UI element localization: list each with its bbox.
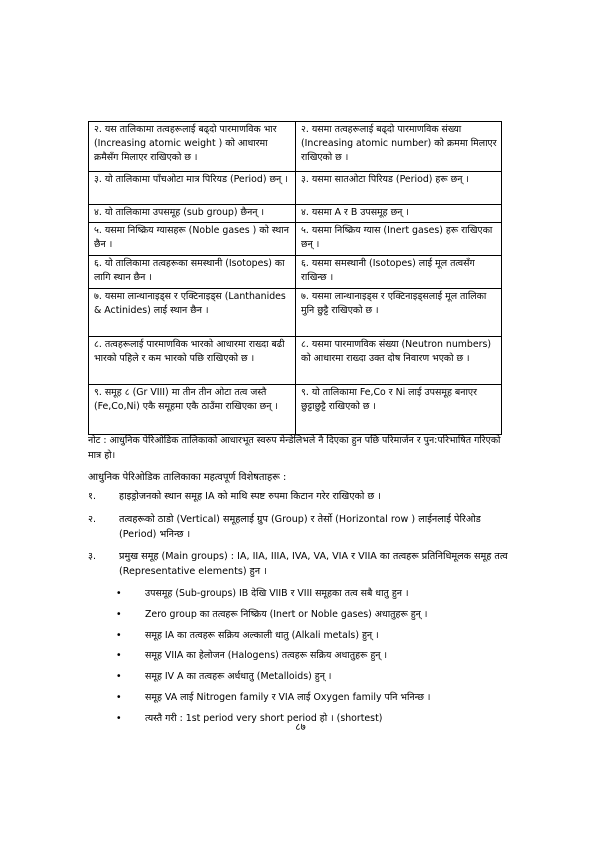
list-item [116,608,516,629]
table-row [89,122,502,172]
comparison-table [88,121,502,435]
table-cell: ७. यसमा लान्थानाइड्स र एक्टिनाइड्सलाई मूल तालिका मुनि छुट्टै राखिएको छ । [296,289,502,337]
bullet-icon: • [116,650,122,662]
bullet-list [116,587,516,733]
table-cell: ६. यसमा समस्थानी (Isotopes) लाई मूल तत्वसँग राखिन्छ । [296,256,502,289]
item-number: २. [88,514,97,525]
table-row [89,256,502,289]
item-number: १. [88,491,97,502]
bullet-icon: • [116,588,122,599]
bullet-text: समूह VIIA का हेलोजन (Halogens) तत्वहरू सक्रिय अधातुहरू हुन् । [145,650,388,662]
page-number: ८७ [295,722,306,733]
table-row [89,385,502,435]
bullet-icon: • [116,712,122,724]
table-cell: ४. यसमा A र B उपसमूह छन् । [296,205,502,223]
list-item [116,670,516,691]
table-cell: ८. तत्वहरूलाई पारमाणविक भारको आधारमा राख्दा बढी भारको पहिले र कम भारको पछि राखिएको छ । [89,337,296,385]
table-row [89,337,502,385]
item-text: हाइड्रोजनको स्थान समूह IA को माथि स्पष्ट रुपमा किटान गरेर राखिएको छ । [119,491,381,502]
bullet-text: Zero group का तत्वहरू निष्क्रिय (Inert or Noble gases) अधातुहरू हुन् । [145,608,428,620]
table-cell: ५. यसमा निष्क्रिय ग्यास (Inert gases) हरू राखिएका छन् । [296,223,502,256]
list-item [116,629,516,650]
table-cell: ९. यो तालिकामा Fe,Co र Ni लाई उपसमूह बनाएर छुट्टाछुट्टै राखिएको छ । [296,385,502,435]
table-cell: ३. यसमा सातओटा पिरियड (Period) हरू छन् । [296,172,502,205]
item-text: तत्वहरूको ठाडो (Vertical) समूहलाई ग्रुप (Group) र तेर्सो (Horizontal row ) लाईनलाई पेरिओड (Period) भनिन्छ । [119,514,481,540]
table-cell: ५. यसमा निष्क्रिय ग्यासहरू (Noble gases ) को स्थान छैन । [89,223,296,256]
list-item [116,691,516,712]
bullet-text: उपसमूह (Sub-groups) IB देखि VIIB र VIII समूहका तत्व सबै धातु हुन । [145,588,409,599]
table-row [89,223,502,256]
table-row [89,205,502,223]
table-cell: २. यस तालिकामा तत्वहरूलाई बढ्दो पारमाणविक भार (Increasing atomic weight ) को आधारमा क्रमैसँग मिलाएर राखिएको छ । [89,122,296,172]
bullet-icon: • [116,671,122,683]
section-heading: आधुनिक पेरिओडिक तालिकाका महत्वपूर्ण विशेषताहरू : [88,472,287,483]
bullet-text: समूह IA का तत्वहरू सक्रिय अल्काली धातु (Alkali metals) हुन् । [145,629,379,641]
list-item [116,587,516,608]
bullet-icon: • [116,608,122,620]
table-cell: ८. यसमा पारमाणविक संख्या (Neutron numbers) को आधारमा राख्दा उक्त दोष निवारण भएको छ । [296,337,502,385]
bullet-text: त्यस्तै गरी : 1st period very short period हो । (shortest) [145,712,383,724]
bullet-text: समूह VA लाई Nitrogen family र VIA लाई Oxygen family पनि भनिन्छ । [145,691,431,703]
bullet-icon: • [116,629,122,641]
note-text: नोट : आधुनिक पेरिओडिक तालिकाको आधारभूत स्वरुप मेन्डेलिभले नै दिएका हुन पछि परिमार्जन र पुन:परिभाषित गरिएको मात्र हो। [88,435,501,461]
item-text: प्रमुख समूह (Main groups) : IA, IIA, IIIA, IVA, VA, VIA र VIIA का तत्वहरू प्रतिनिधिमूलक समूह तत्व (Representative elements) हुन । [119,551,508,577]
table-cell: २. यसमा तत्वहरूलाई बढ्दो पारमाणविक संख्या (Increasing atomic number) को क्रममा मिलाएर राखिएको छ । [296,122,502,172]
table-row [89,289,502,337]
table-cell: ९. समूह ८ (Gr VIII) मा तीन तीन ओटा तत्व जस्तै (Fe,Co,Ni) एकै समूहमा एकै ठाउँमा राखिएका छन् । [89,385,296,435]
list-item [116,649,516,670]
table-row [89,172,502,205]
table-cell: ७. यसमा लान्थानाइड्स र एक्टिनाइड्स (Lanthanides & Actinides) लाई स्थान छैन । [89,289,296,337]
table-cell: ३. यो तालिकामा पाँचओटा मात्र पिरियड (Period) छन् । [89,172,296,205]
bullet-text: समूह IV A का तत्वहरू अर्धधातु (Metalloids) हुन् । [145,671,332,683]
table-cell: ४. यो तालिकामा उपसमूह (sub group) छैनन् । [89,205,296,223]
item-number: ३. [88,551,97,562]
bullet-icon: • [116,691,122,703]
table-cell: ६. यो तालिकामा तत्वहरूका समस्थानी (Isotopes) का लागि स्थान छैन । [89,256,296,289]
